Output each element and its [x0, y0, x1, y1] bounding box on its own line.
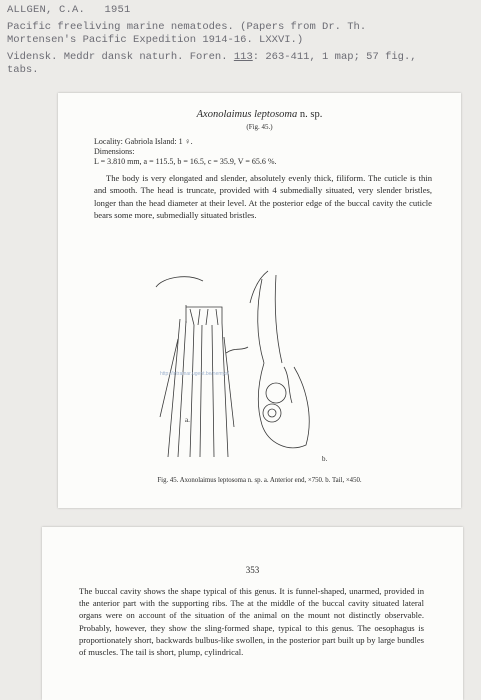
author-line — [7, 4, 131, 17]
pages: : 263-411, 1 map; 57 fig., — [252, 51, 417, 63]
figure-label-b: b. — [322, 455, 328, 463]
title-line-1: Pacific freeliving marine nematodes. (Papers from Dr. Th. — [7, 21, 367, 33]
journal-line — [7, 51, 417, 64]
dimensions-label: Dimensions: — [94, 147, 135, 156]
journal: Vidensk. Meddr dansk naturh. Foren. — [7, 51, 234, 63]
dimensions-values: L = 3.810 mm, a = 115.5, b = 16.5, c = 35.9, V = 65.6 %. — [94, 157, 277, 166]
title-line-2: Mortensen's Pacific Expedition 1914-16. LXXVI.) — [7, 34, 304, 46]
nematode-figure — [138, 267, 388, 467]
year: 1951 — [104, 4, 131, 16]
index-card-header — [0, 0, 481, 92]
page-353-clipping — [42, 527, 463, 700]
species-description: The body is very elongated and slender, absolutely evenly thick, filiform. The cuticle is thin and smooth. The head is truncate, provided with 4 submedially situated, very slender bristles, longer than the head diameter at their level. At the posterior edge of the buccal cavity the cuticle bears some more, submedially situated bristles. — [94, 173, 432, 220]
watermark: http://intramar.ugent.be/nemys/ — [160, 371, 229, 377]
author: ALLGEN, C.A. — [7, 4, 86, 16]
page-text: The buccal cavity shows the shape typical of this genus. It is funnel-shaped, unarmed, provided in the anterior part with the supporting ribs. The at the middle of the buccal cavity situated lateral organs were on account of the situation of the animal on the mount not distinctly observable. Probably, however, they show the sling-formed shape, typical to this genus. The oesophagus is proportionately short, backwards bulbus-like swollen, in the posterior part built up by large bundles of muscles. The tail is short, plump, cylindrical. — [79, 586, 424, 658]
species-name: Axonolaimus leptosoma — [196, 109, 298, 120]
figure-reference: (Fig. 45.) — [246, 123, 273, 131]
species-clipping — [58, 93, 461, 508]
locality: Locality: Gabriola Island: 1 ♀. — [94, 137, 193, 146]
species-title — [58, 109, 461, 120]
page-number: 353 — [245, 565, 260, 575]
figure-label-a: a. — [185, 416, 190, 424]
volume: 113 — [233, 51, 253, 63]
figure-caption: Fig. 45. Axonolaimus leptosoma n. sp. a. Anterior end, ×750. b. Tail, ×450. — [157, 477, 362, 484]
species-suffix: n. sp. — [297, 109, 323, 120]
tabs-line: tabs. — [7, 64, 39, 76]
